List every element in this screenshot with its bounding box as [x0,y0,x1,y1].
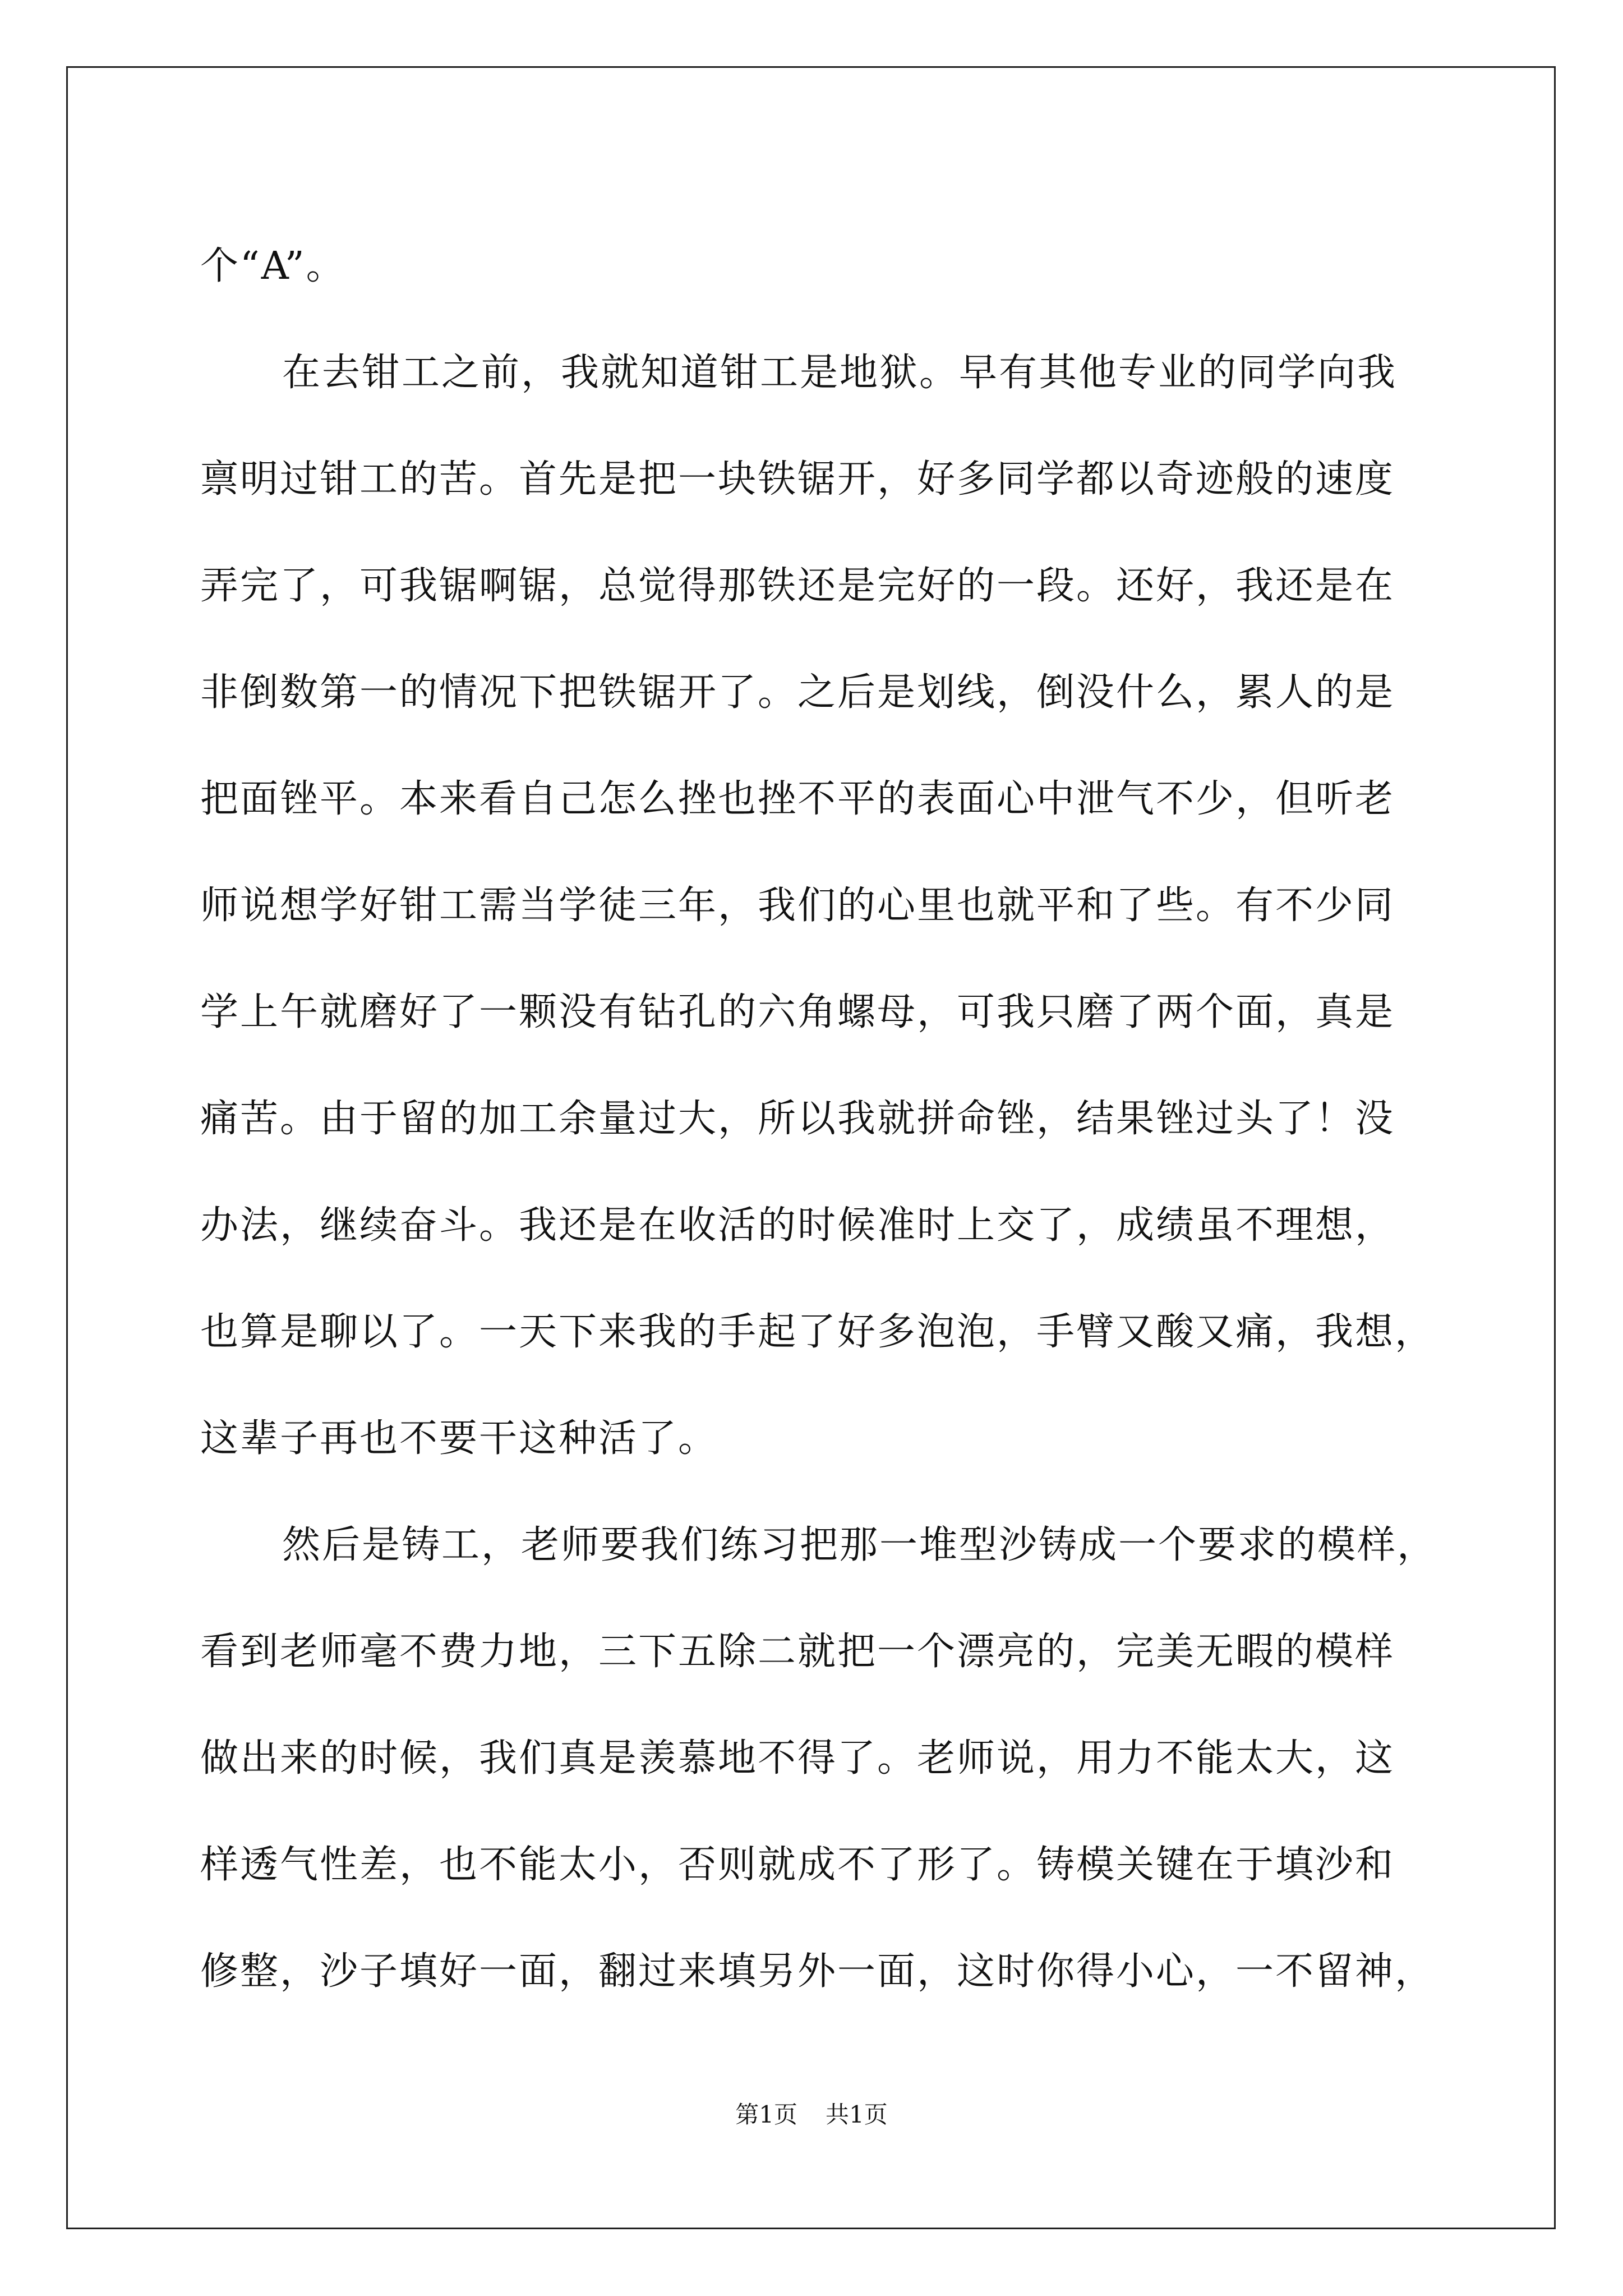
document-body [200,213,1437,2025]
text-line: 把面锉平。本来看自己怎么挫也挫不平的表面心中泄气不少，但听老 [200,777,1395,821]
text-line: 修整，沙子填好一面，翻过来填另外一面，这时你得小心，一不留神， [200,1949,1435,1994]
text-line: 师说想学好钳工需当学徒三年，我们的心里也就平和了些。有不少同 [200,884,1395,928]
text-line: 非倒数第一的情况下把铁锯开了。之后是划线，倒没什么，累人的是 [200,670,1395,715]
text-line: 这辈子再也不要干这种活了。 [200,1416,718,1461]
text-line: 弄完了，可我锯啊锯，总觉得那铁还是完好的一段。还好，我还是在 [200,564,1395,608]
page-footer [0,2098,1623,2132]
text-line: 然后是铸工，老师要我们练习把那一堆型沙铸成一个要求的模样， [282,1523,1437,1567]
text-line: 禀明过钳工的苦。首先是把一块铁锯开，好多同学都以奇迹般的速度 [200,457,1395,501]
text-line: 看到老师毫不费力地，三下五除二就把一个漂亮的，完美无暇的模样 [200,1630,1395,1674]
text-line: 在去钳工之前，我就知道钳工是地狱。早有其他专业的同学向我 [282,351,1398,395]
text-line: 办法，继续奋斗。我还是在收活的时候准时上交了，成绩虽不理想， [200,1203,1395,1248]
text-line: 样透气性差，也不能太小，否则就成不了形了。铸模关键在于填沙和 [200,1843,1395,1887]
text-line: 个“A”。 [200,244,346,288]
page-total: 共1页 [826,2101,888,2128]
text-line: 做出来的时候，我们真是羡慕地不得了。老师说，用力不能太大，这 [200,1736,1395,1780]
page-number: 第1页 [735,2101,797,2128]
text-line: 痛苦。由于留的加工余量过大，所以我就拼命锉，结果锉过头了！没 [200,1097,1395,1141]
text-line: 学上午就磨好了一颗没有钻孔的六角螺母，可我只磨了两个面，真是 [200,990,1395,1034]
text-line: 也算是聊以了。一天下来我的手起了好多泡泡，手臂又酸又痛，我想， [200,1310,1435,1354]
